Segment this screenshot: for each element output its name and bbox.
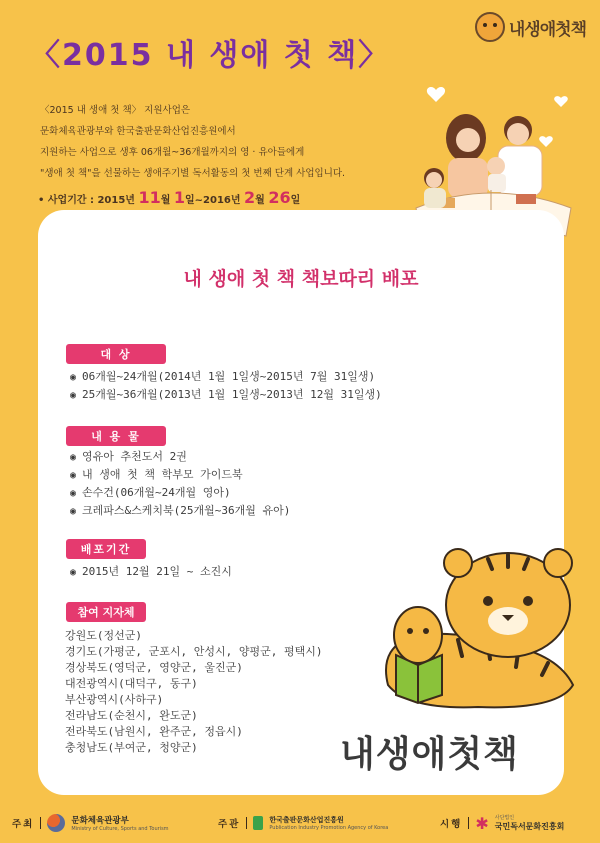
host-org: 문화체육관광부: [71, 816, 129, 826]
period-text: 월: [255, 195, 265, 206]
list-item: 경상북도(영덕군, 영양군, 울진군): [65, 661, 243, 674]
top-logo: [475, 12, 586, 42]
list-item: 대전광역시(대덕구, 동구): [65, 677, 198, 690]
list-item: ◉ 25개월~36개월(2013년 1월 1일생~2013년 12월 31일생): [70, 386, 382, 404]
list-item: ◉ 크레파스&스케치북(25개월~36개월 유아): [70, 502, 290, 520]
organizer-org: 한국출판문화산업진흥원: [269, 816, 344, 824]
brand-wordmark: 내생애첫책: [340, 734, 519, 775]
list-item: 전라북도(남원시, 완주군, 정읍시): [65, 725, 243, 738]
tiger-logo-icon: [475, 12, 505, 42]
host-sub: Ministry of Culture, Sports and Tourism: [71, 826, 169, 832]
top-logo-text: 내생애첫책: [508, 19, 586, 40]
period-label: • 사업기간 : 2015년: [38, 195, 135, 206]
list-item: 경기도(가평군, 군포시, 안성시, 양평군, 평택시): [65, 645, 323, 658]
intro-line: "생애 첫 책"을 선물하는 생애주기별 독서활동의 첫 번째 단계 사업입니다.: [40, 168, 346, 179]
divider: [246, 817, 247, 829]
heart-icon: [539, 136, 553, 147]
footer-operator: [440, 814, 564, 833]
operator-label: 시행: [440, 819, 463, 830]
intro-line: 지원하는 사업으로 생후 06개월~36개월까지의 영 · 유아들에게: [40, 147, 305, 158]
operator-pre: 사단법인: [494, 815, 515, 821]
reading-association-logo-icon: ✱: [475, 813, 489, 833]
divider: [40, 817, 41, 829]
list-item: ◉ 내 생애 첫 책 학부모 가이드북: [70, 466, 290, 484]
heart-icon: [554, 96, 568, 107]
ministry-logo-icon: [47, 814, 65, 832]
list-item: ◉ 06개월~24개월(2014년 1월 1일생~2015년 7월 31일생): [70, 368, 382, 386]
page-title: 〈2015 내 생애 첫 책〉: [30, 38, 391, 73]
section-target-label: 대 상: [66, 344, 166, 364]
list-item: ◉ 손수건(06개월~24개월 영아): [70, 484, 290, 502]
list-item: 전라남도(순천시, 완도군): [65, 709, 198, 722]
section-distribution-label: 배포기간: [66, 539, 146, 559]
divider: [468, 817, 469, 829]
participants-list: [65, 628, 323, 756]
period-start-month: 11: [138, 188, 161, 207]
footer-organizer: [218, 815, 388, 831]
section-contents-label: 내 용 물: [66, 426, 166, 446]
target-list: [70, 368, 382, 404]
period-text: 일: [290, 195, 301, 206]
card-title: 내 생애 첫 책 책보따리 배포: [183, 268, 419, 290]
period-text: 월: [160, 195, 171, 206]
contents-list: [70, 448, 290, 520]
list-item: ◉ 영유아 추천도서 2권: [70, 448, 290, 466]
tiger-mascot-illustration: [358, 535, 593, 715]
period-end-day: 26: [268, 188, 291, 207]
list-item: 강원도(정선군): [65, 629, 143, 642]
period-text: 일~2016년: [185, 195, 241, 206]
distribution-list: [70, 563, 232, 581]
intro-text: [40, 100, 400, 184]
section-participants-label: 참여 지자체: [66, 602, 146, 622]
list-item: 부산광역시(사하구): [65, 693, 164, 706]
footer: [0, 808, 600, 838]
organizer-sub: Publication Industry Promotion Agency of Korea: [269, 825, 389, 831]
organizer-label: 주관: [218, 819, 241, 830]
project-period: [38, 188, 300, 207]
heart-icon: [427, 87, 445, 102]
list-item: 충청남도(부여군, 청양군): [65, 741, 198, 754]
list-item: ◉ 2015년 12월 21일 ~ 소진시: [70, 563, 232, 581]
period-end-month: 2: [244, 188, 256, 207]
period-start-day: 1: [173, 188, 186, 207]
host-label: 주최: [12, 819, 35, 830]
kpipa-logo-icon: [253, 816, 263, 830]
intro-line: 〈2015 내 생애 첫 책〉 지원사업은: [40, 105, 191, 116]
footer-host: [12, 814, 169, 832]
intro-line: 문화체육관광부와 한국출판문화산업진흥원에서: [40, 126, 236, 137]
operator-org: 국민독서문화진흥회: [494, 822, 565, 831]
